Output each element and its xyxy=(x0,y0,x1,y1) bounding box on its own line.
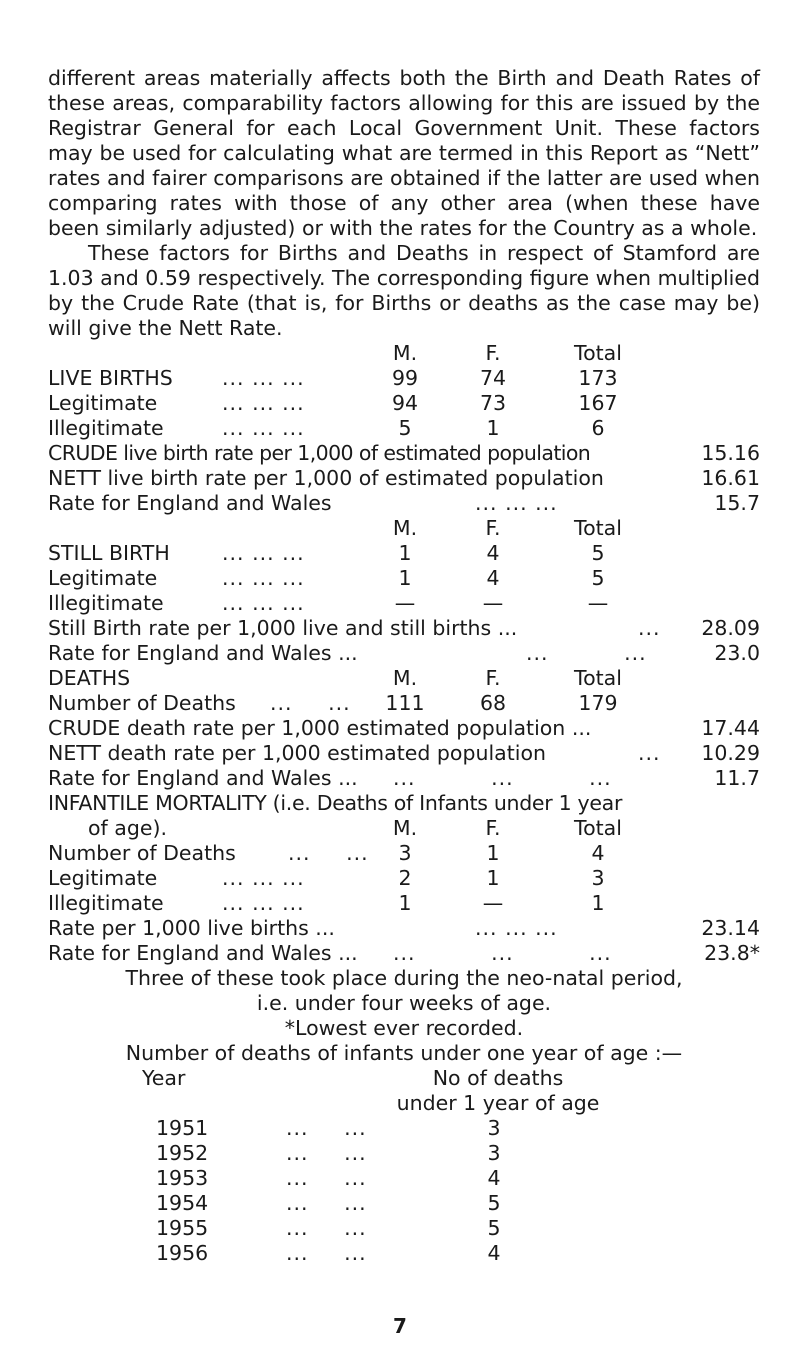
row-label: Illegitimate xyxy=(48,591,164,615)
live-births-row-legitimate xyxy=(48,391,760,416)
nett-death-rate xyxy=(48,741,760,766)
page-number: 7 xyxy=(393,1314,407,1338)
col-f: F. xyxy=(485,666,501,690)
intro-paragraph-2-text: These factors for Births and Deaths in respect of Stamford are 1.03 and 0.59 respectively. The corresponding figure when multiplied by the Crude Rate (that is, for Births or deaths as the case may be) will give the Nett Rate. xyxy=(48,241,760,340)
infant-row-number xyxy=(48,841,760,866)
yearly-row xyxy=(48,1191,760,1216)
cell-total: 6 xyxy=(591,416,605,440)
row-dots: ... ... xyxy=(526,641,647,665)
cell-m: 2 xyxy=(398,866,412,890)
col-m: M. xyxy=(392,816,418,840)
infant-row-illegitimate xyxy=(48,891,760,916)
row-label: Legitimate xyxy=(48,866,158,890)
cell-f: 73 xyxy=(479,391,507,415)
infant-row-legitimate xyxy=(48,866,760,891)
cell-f: 4 xyxy=(486,566,500,590)
col-m: M. xyxy=(392,516,418,540)
cell-total: 4 xyxy=(591,841,605,865)
rate-label: NETT death rate per 1,000 estimated population xyxy=(48,741,546,765)
yearly-row xyxy=(48,1216,760,1241)
row-label: Number of Deaths xyxy=(48,691,236,715)
infant-note-neonatal: Three of these took place during the neo-natal period, xyxy=(125,966,683,990)
col-year: Year xyxy=(142,1066,186,1090)
rate-label: Rate for England and Wales ... xyxy=(48,641,358,665)
cell-f: — xyxy=(482,591,504,615)
rate-label: Rate per 1,000 live births ... xyxy=(48,916,335,940)
row-dots: ... ... xyxy=(286,1116,367,1140)
cell-m: 111 xyxy=(385,691,425,715)
row-dots: ... ... ... xyxy=(222,416,305,440)
row-label: Number of Deaths xyxy=(48,841,236,865)
col-total: Total xyxy=(574,666,622,690)
intro-paragraph-1: different areas materially affects both the Birth and Death Rates of these areas, comparability factors allowing for this are issued by the Registrar General for each Local Government Unit. These factors may be used for calculating what are termed in this Report as “Nett” rates and fairer comparisons are obtained if the latter are used when comparing rates with those of any other area (when these have been similarly adjusted) or with the rates for the Country as a whole. xyxy=(48,66,760,240)
row-dots: ... ... ... xyxy=(475,916,558,940)
row-dots: ... ... ... xyxy=(222,391,305,415)
rate-value: 23.0 xyxy=(714,641,760,665)
row-dots: ... ... ... xyxy=(393,941,612,965)
infant-mortality-header xyxy=(48,816,760,841)
yearly-row xyxy=(48,1241,760,1266)
yearly-header-1 xyxy=(48,1066,760,1091)
ew-infant-rate xyxy=(48,941,760,966)
yearly-row xyxy=(48,1141,760,1166)
rate-label: CRUDE death rate per 1,000 estimated population ... xyxy=(48,716,592,740)
row-dots: ... ... ... xyxy=(222,866,305,890)
cell-year: 1954 xyxy=(156,1191,209,1215)
col-total: Total xyxy=(574,341,622,365)
deaths-header xyxy=(48,666,760,691)
row-label: LIVE BIRTHS xyxy=(48,366,173,390)
cell-m: 3 xyxy=(398,841,412,865)
row-dots: ... ... xyxy=(286,1241,367,1265)
cell-f: 1 xyxy=(486,841,500,865)
cell-total: 173 xyxy=(578,366,618,390)
cell-f: 1 xyxy=(486,416,500,440)
row-label: Illegitimate xyxy=(48,416,164,440)
cell-f: 74 xyxy=(479,366,507,390)
rate-label: Rate for England and Wales ... xyxy=(48,766,358,790)
row-dots: ... ... ... xyxy=(475,491,558,515)
col-f: F. xyxy=(485,816,501,840)
cell-year: 1951 xyxy=(156,1116,209,1140)
still-births-header xyxy=(48,516,760,541)
rate-label: Rate for England and Wales xyxy=(48,491,332,515)
rate-value: 23.8* xyxy=(704,941,760,965)
yearly-title: Number of deaths of infants under one year of age :— xyxy=(125,1041,683,1065)
row-dots: ... ... xyxy=(286,1141,367,1165)
infant-note-age: i.e. under four weeks of age. xyxy=(256,991,552,1015)
row-label: Illegitimate xyxy=(48,891,164,915)
infant-mortality-title xyxy=(48,791,760,816)
cell-f: 1 xyxy=(486,866,500,890)
col-deaths-line1: No of deaths xyxy=(432,1066,564,1090)
row-dots: ... ... xyxy=(286,1216,367,1240)
row-label: Legitimate xyxy=(48,391,158,415)
cell-m: 5 xyxy=(398,416,412,440)
cell-f: 68 xyxy=(479,691,507,715)
row-label: STILL BIRTH xyxy=(48,541,170,565)
infant-rate xyxy=(48,916,760,941)
row-dots: ... ... xyxy=(286,1166,367,1190)
intro-paragraph-2 xyxy=(48,241,760,341)
cell-total: 5 xyxy=(591,566,605,590)
row-dots: ... xyxy=(638,616,661,640)
row-dots: ... ... xyxy=(270,691,351,715)
cell-m: 1 xyxy=(398,566,412,590)
section-subheading: of age). xyxy=(88,816,167,840)
cell-deaths: 5 xyxy=(487,1216,501,1240)
still-birth-rate xyxy=(48,616,760,641)
live-births-header xyxy=(48,341,760,366)
crude-live-birth-rate xyxy=(48,441,760,466)
section-heading: INFANTILE MORTALITY (i.e. Deaths of Infants under 1 year xyxy=(48,791,623,815)
cell-total: 5 xyxy=(591,541,605,565)
cell-m: — xyxy=(394,591,416,615)
rate-value: 28.09 xyxy=(701,616,760,640)
ew-live-birth-rate xyxy=(48,491,760,516)
row-dots: ... ... xyxy=(288,841,369,865)
still-births-row-total xyxy=(48,541,760,566)
cell-m: 99 xyxy=(391,366,419,390)
cell-deaths: 3 xyxy=(487,1141,501,1165)
cell-total: — xyxy=(587,591,609,615)
row-label: Legitimate xyxy=(48,566,158,590)
cell-year: 1955 xyxy=(156,1216,209,1240)
row-dots: ... ... ... xyxy=(222,366,305,390)
cell-f: 4 xyxy=(486,541,500,565)
rate-label: Still Birth rate per 1,000 live and still births ... xyxy=(48,616,518,640)
live-births-row-total xyxy=(48,366,760,391)
ew-death-rate xyxy=(48,766,760,791)
document-page xyxy=(48,66,760,1266)
cell-deaths: 4 xyxy=(487,1241,501,1265)
rate-label: NETT live birth rate per 1,000 of estimated population xyxy=(48,466,604,490)
section-heading: DEATHS xyxy=(48,666,131,690)
row-dots: ... ... ... xyxy=(222,891,305,915)
row-dots: ... ... ... xyxy=(222,541,305,565)
still-births-row-legitimate xyxy=(48,566,760,591)
still-births-row-illegitimate xyxy=(48,591,760,616)
cell-m: 1 xyxy=(398,541,412,565)
row-dots: ... ... ... xyxy=(222,591,305,615)
row-dots: ... xyxy=(638,741,661,765)
col-total: Total xyxy=(574,516,622,540)
row-dots: ... ... xyxy=(286,1191,367,1215)
cell-year: 1952 xyxy=(156,1141,209,1165)
yearly-row xyxy=(48,1116,760,1141)
cell-deaths: 3 xyxy=(487,1116,501,1140)
rate-value: 15.7 xyxy=(714,491,760,515)
row-dots: ... ... ... xyxy=(222,566,305,590)
rate-label: Rate for England and Wales ... xyxy=(48,941,358,965)
cell-f: — xyxy=(482,891,504,915)
cell-total: 1 xyxy=(591,891,605,915)
col-deaths-line2: under 1 year of age xyxy=(396,1091,600,1115)
cell-year: 1953 xyxy=(156,1166,209,1190)
infant-note-lowest: *Lowest ever recorded. xyxy=(284,1016,524,1040)
yearly-row xyxy=(48,1166,760,1191)
col-f: F. xyxy=(485,341,501,365)
deaths-row-number xyxy=(48,691,760,716)
live-births-row-illegitimate xyxy=(48,416,760,441)
nett-live-birth-rate xyxy=(48,466,760,491)
yearly-header-2 xyxy=(48,1091,760,1116)
cell-deaths: 4 xyxy=(487,1166,501,1190)
cell-year: 1956 xyxy=(156,1241,209,1265)
rate-label: CRUDE live birth rate per 1,000 of estimated population xyxy=(48,441,591,465)
crude-death-rate xyxy=(48,716,760,741)
row-dots: ... ... ... xyxy=(393,766,612,790)
col-m: M. xyxy=(392,666,418,690)
cell-total: 3 xyxy=(591,866,605,890)
rate-value: 17.44 xyxy=(701,716,760,740)
col-f: F. xyxy=(485,516,501,540)
ew-still-birth-rate xyxy=(48,641,760,666)
rate-value: 16.61 xyxy=(701,466,760,490)
cell-m: 1 xyxy=(398,891,412,915)
rate-value: 23.14 xyxy=(701,916,760,940)
cell-m: 94 xyxy=(391,391,419,415)
col-total: Total xyxy=(574,816,622,840)
cell-total: 167 xyxy=(578,391,618,415)
cell-deaths: 5 xyxy=(487,1191,501,1215)
cell-total: 179 xyxy=(578,691,618,715)
col-m: M. xyxy=(392,341,418,365)
rate-value: 11.7 xyxy=(714,766,760,790)
rate-value: 10.29 xyxy=(701,741,760,765)
rate-value: 15.16 xyxy=(701,441,760,465)
